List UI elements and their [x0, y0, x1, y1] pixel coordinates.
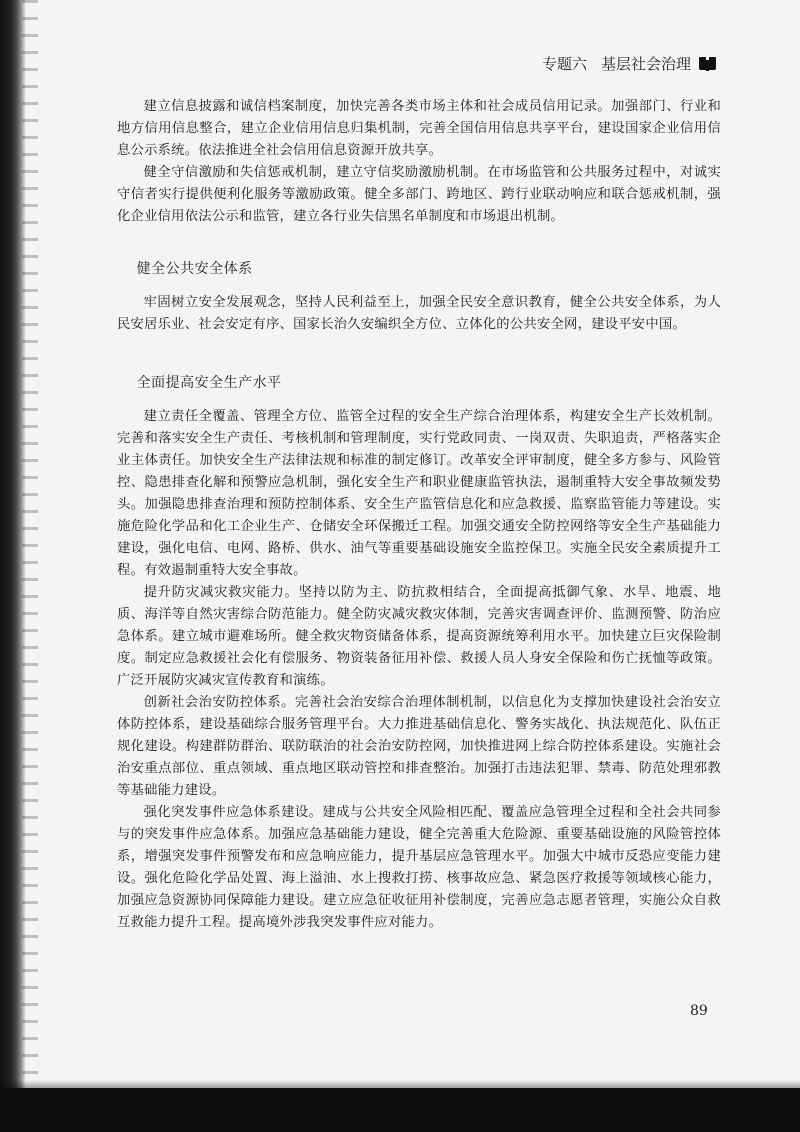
paragraph-production-responsibility: 建立责任全覆盖、管理全方位、监管全过程的安全生产综合治理体系，构建安全生产长效机制。完善和落实安全生产责任、考核机制和管理制度，实行党政同责、一岗双责、失职追责，严格落实企业主体责任。加快安全生产法律法规和标准的制定修订。改革安全评审制度，健全多方参与、风险管控、隐患排查化解和预警应急机制，强化安全生产和职业健康监管执法，遏制重特大安全事故频发势头。加强隐患排查治理和预防控制体系、安全生产监管信息化和应急救援、监察监管能力等建设。实施危险化学品和化工企业生产、仓储安全环保搬迁工程。加强交通安全防控网络等安全生产基础能力建设，强化电信、电网、路桥、供水、油气等重要基础设施安全监控保卫。实施全民安全素质提升工程。有效遏制重特大安全事故。 [117, 409, 721, 578]
paragraph-credit-incentives: 健全守信激励和失信惩戒机制，建立守信奖励激励机制。在市场监管和公共服务过程中，对诚实守信者实行提供便利化服务等激励政策。健全多部门、跨地区、跨行业联动响应和联合惩戒机制，强化企业信用依法公示和监管，建立各行业失信黑名单制度和市场退出机制。 [117, 165, 721, 224]
running-header [542, 53, 716, 74]
page-number: 89 [690, 1003, 708, 1019]
paragraph-disaster-prevention: 提升防灾减灾救灾能力。坚持以防为主、防抗救相结合，全面提高抵御气象、水旱、地震、地质、海洋等自然灾害综合防范能力。健全防灾减灾救灾体制，完善灾害调查评价、监测预警、防治应急体系。建立城市避难场所。健全救灾物资储备体系，提高资源统筹利用水平。加快建立巨灾保险制度。制定应急救援社会化有偿服务、物资装备征用补偿、救援人员人身安全保险和伤亡抚恤等政策。广泛开展防灾减灾宣传教育和演练。 [117, 585, 721, 688]
paragraph-public-order: 创新社会治安防控体系。完善社会治安综合治理体制机制，以信息化为支撑加快建设社会治安立体防控体系，建设基础综合服务管理平台。大力推进基础信息化、警务实战化、执法规范化、队伍正规化建设。构建群防群治、联防联治的社会治安防控网，加快推进网上综合防控体系建设。实施社会治安重点部位、重点领域、重点地区联动管控和排查整治。加强打击违法犯罪、禁毒、防范处理邪教等基础能力建设。 [117, 695, 721, 798]
chapter-title: 基层社会治理 [600, 55, 691, 73]
heading-public-safety: 健全公共安全体系 [136, 261, 253, 277]
book-icon [699, 56, 716, 72]
paragraph-public-safety: 牢固树立安全发展观念，坚持人民利益至上，加强全民安全意识教育，健全公共安全体系，为人民安居乐业、社会安定有序、国家长治久安编织全方位、立体化的公共安全网，建设平安中国。 [117, 295, 721, 332]
scan-bottom-fade [0, 1080, 800, 1088]
paragraph-emergency-response: 强化突发事件应急体系建设。建成与公共安全风险相匹配、覆盖应急管理全过程和全社会共同参与的突发事件应急体系。加强应急基础能力建设，健全完善重大危险源、重要基础设施的风险管控体系，增强突发事件预警发布和应急响应能力，提升基层应急管理水平。加强大中城市反恐应变能力建设。强化危险化学品处置、海上溢油、水上搜救打捞、核事故应急、紧急医疗救援等领域核心能力，加强应急资源协同保障能力建设。建立应急征收征用补偿制度，完善应急志愿者管理，实施公众自救互救能力提升工程。提高境外涉我突发事件应对能力。 [117, 805, 721, 930]
scan-spine-specks [22, 0, 38, 1132]
heading-production-safety: 全面提高安全生产水平 [136, 375, 282, 391]
scan-bottom-edge [0, 1088, 800, 1132]
page-body [117, 96, 721, 934]
chapter-label: 专题六 [541, 55, 587, 73]
paragraph-credit-records: 建立信息披露和诚信档案制度，加快完善各类市场主体和社会成员信用记录。加强部门、行业和地方信用信息整合，建立企业信用信息归集机制，完善全国信用信息共享平台，建设国家企业信用信息公示系统。依法推进全社会信用信息资源开放共享。 [117, 99, 721, 158]
